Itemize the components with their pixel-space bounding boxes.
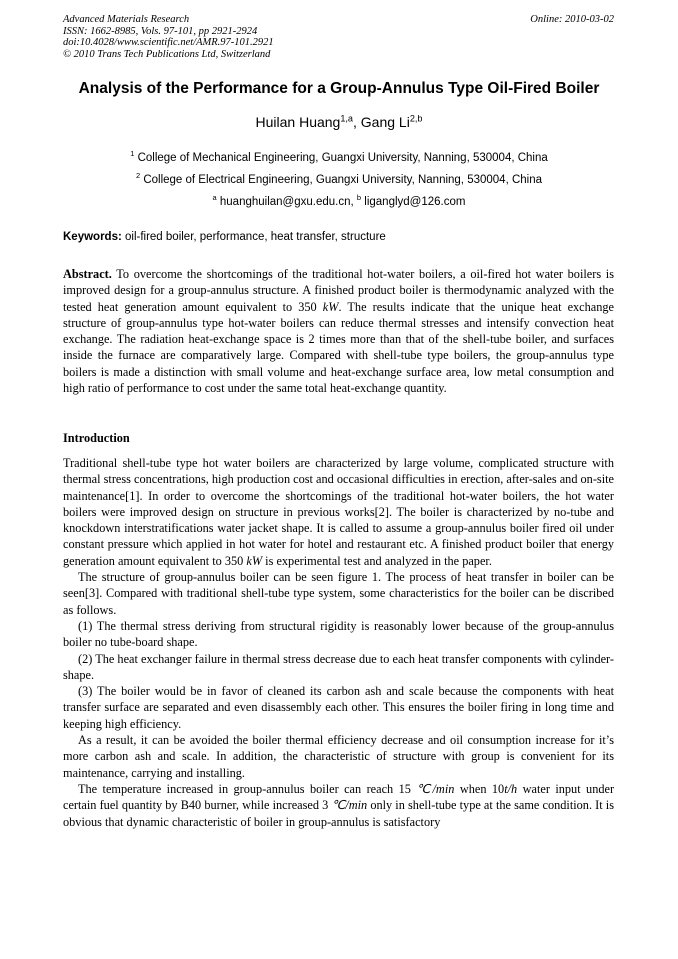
- affiliation-1-sup: 1: [130, 149, 135, 159]
- intro-p7-text-a: The temperature increased in group-annulus boiler can reach 15: [78, 781, 411, 796]
- introduction-body: [63, 455, 614, 830]
- author-2-sup: 2,b: [409, 113, 423, 124]
- intro-paragraph-3: (1) The thermal stress deriving from structural rigidity is reasonably lower because of the group-annulus boiler no tube-board shape.: [63, 618, 614, 650]
- intro-paragraph-7: [63, 781, 614, 830]
- abstract: [63, 266, 614, 396]
- author-line: [0, 114, 678, 130]
- intro-p1-text-1: Traditional shell-tube type hot water boilers are characterized by large volume, complicated structure with thermal stress concentrations, high production cost and occasional difficulties in erection, after-sales and on-site maintenance[1]. In order to overcome the shortcomings of the traditional hot-water boilers, the hot water boilers were improved design on structure in previous works[2]. The boiler is characterized by no-tube and knockdown interstratifications water jacket shape. It is called to assume a group-annulus boiler fired oil under constant pressure which applied in hot water for hotel and restaurant etc. A finished product boiler that energy generation amount equivalent to 350: [63, 456, 615, 568]
- intro-p7-text-d: only in shell-tube type at the same condition. It is obvious that dynamic characteristic of boiler in group-annulus is satisfactory: [63, 798, 614, 829]
- intro-p7-unit-2: t/h: [504, 781, 518, 796]
- intro-paragraph-5: (3) The boiler would be in favor of cleaned its carbon ash and scale because the components with heat transfer surface are separated and even disassembly each other. This ensures the boiler firing in long time and keeping high efficiency.: [63, 684, 614, 731]
- author-1: Huilan Huang: [255, 114, 341, 130]
- intro-p1-text-2: is experimental test and analyzed in the paper.: [265, 553, 492, 568]
- paper-title: Analysis of the Performance for a Group-Annulus Type Oil-Fired Boiler: [78, 80, 600, 97]
- journal-copyright: © 2010 Trans Tech Publications Ltd, Switzerland: [63, 48, 271, 60]
- intro-p7-text-c: water input under certain fuel quantity by B40 burner, while increased 3: [63, 781, 615, 813]
- intro-p7-unit-3: ℃/min: [331, 798, 368, 813]
- affiliation-1: [0, 149, 678, 164]
- author-separator: ,: [353, 114, 361, 130]
- journal-name: Advanced Materials Research: [63, 14, 190, 25]
- email-a-sup: a: [212, 193, 217, 203]
- intro-p7-unit-1: ℃/min: [416, 781, 455, 796]
- keywords-text: oil-fired boiler, performance, heat transfer, structure: [125, 231, 386, 243]
- intro-paragraph-4: (2) The heat exchanger failure in thermal stress decrease due to each heat transfer components with cylinder-shape.: [63, 651, 614, 682]
- intro-paragraph-1: [63, 455, 614, 569]
- author-1-sup: 1,a: [340, 113, 353, 124]
- journal-header: [63, 14, 274, 60]
- keywords: [63, 231, 386, 243]
- affiliation-1-text: College of Mechanical Engineering, Guangxi University, Nanning, 530004, China: [137, 152, 548, 164]
- abstract-label: Abstract.: [63, 267, 112, 281]
- journal-doi: doi:10.4028/www.scientific.net/AMR.97-101.2921: [63, 37, 274, 48]
- affiliation-2: [0, 171, 678, 186]
- affiliation-2-sup: 2: [135, 171, 141, 181]
- online-date: Online: 2010-03-02: [530, 14, 614, 25]
- abstract-unit: kW: [322, 299, 339, 314]
- author-2: Gang Li: [360, 114, 410, 130]
- intro-paragraph-6: As a result, it can be avoided the boiler thermal efficiency decrease and oil consumption increase for it’s more carbon ash and scale. In addition, the characteristic of structure with group is convenient for its maintenance, carrying and installing.: [63, 733, 614, 780]
- email-b-sup: b: [356, 193, 362, 203]
- keywords-label: Keywords:: [63, 231, 122, 243]
- intro-p1-unit: kW: [246, 553, 263, 568]
- intro-p7-text-b: when 10: [459, 781, 505, 796]
- abstract-text-1: To overcome the shortcomings of the traditional hot-water boilers, a oil-fired hot water boilers is improved design for a group-annulus structure. A finished product boiler is thermodynamic analyzed with the tested heat generation amount equivalent to 350: [63, 267, 614, 314]
- affiliation-2-text: College of Electrical Engineering, Guangxi University, Nanning, 530004, China: [143, 174, 543, 186]
- abstract-text-2: . The results indicate that the unique heat exchange structure of group-annulus type hot-water boilers can reduce thermal stresses and intensify convection heat exchange. The radiation heat-exchange space is 2 times more than that of the shell-tube boiler, and surfaces inside the furnace are comparatively large. Compared with shell-tube type boilers, the group-annulus type boilers is made a distinction with small volume and heat-exchange surface area, low metal consumption and high ratio of performance to cost under the same total heat-exchange quantity.: [63, 299, 614, 396]
- introduction-heading: Introduction: [63, 431, 130, 445]
- intro-paragraph-2: The structure of group-annulus boiler can be seen figure 1. The process of heat transfer in boiler can be seen[3]. Compared with traditional shell-tube type system, some characteristics for the boiler can be discribed as follows.: [63, 570, 614, 617]
- email-b[interactable]: liganglyd@126.com: [364, 196, 466, 208]
- journal-issn: ISSN: 1662-8985, Vols. 97-101, pp 2921-2924: [63, 25, 258, 37]
- email-line: [0, 193, 678, 208]
- email-a[interactable]: huanghuilan@gxu.edu.cn,: [219, 196, 354, 208]
